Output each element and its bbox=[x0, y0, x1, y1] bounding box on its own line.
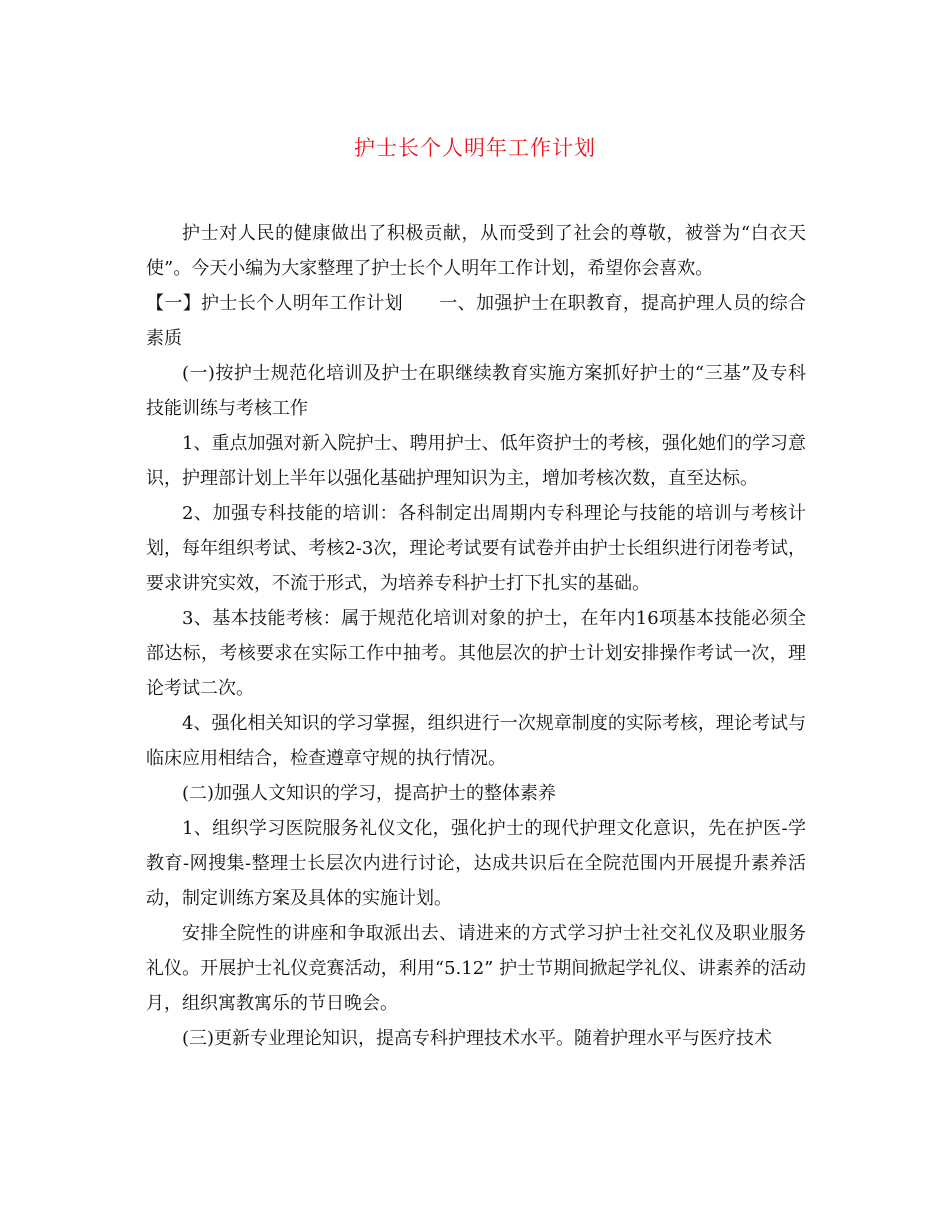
document-title: 护士长个人明年工作计划 bbox=[354, 136, 596, 160]
section-heading-rest: 一、加强护士在职教育，提高护理人员的综合素质 bbox=[146, 293, 807, 349]
paragraph-5: 4、强化相关知识的学习掌握，组织进行一次规章制度的实际考核，理论考试与临床应用相结合，检查遵章守规的执行情况。 bbox=[146, 713, 806, 769]
paragraph-2: 1、重点加强对新入院护士、聘用护士、低年资护士的考核，强化她们的学习意识，护理部计划上半年以强化基础护理知识为主，增加考核次数，直至达标。 bbox=[146, 433, 806, 489]
section-heading: 【一】护士长个人明年工作计划 bbox=[146, 293, 403, 314]
paragraph-6: (二)加强人文知识的学习，提高护士的整体素养 bbox=[182, 783, 557, 804]
section-heading-paragraph bbox=[146, 286, 806, 356]
paragraph-7: 1、组织学习医院服务礼仪文化，强化护士的现代护理文化意识，先在护医-学教育-网搜集-整理士长层次内进行讨论，达成共识后在全院范围内开展提升素养活动，制定训练方案及具体的实施计划。 bbox=[146, 818, 806, 909]
document-body bbox=[146, 216, 806, 1056]
paragraph-8: 安排全院性的讲座和争取派出去、请进来的方式学习护士社交礼仪及职业服务礼仪。开展护士礼仪竞赛活动，利用“5.12” 护士节期间掀起学礼仪、讲素养的活动月，组织寓教寓乐的节日晚会。 bbox=[146, 923, 806, 1014]
paragraph-9: (三)更新专业理论知识，提高专科护理技术水平。随着护理水平与医疗技术 bbox=[182, 1028, 773, 1049]
paragraph-4: 3、基本技能考核：属于规范化培训对象的护士，在年内16项基本技能必须全部达标，考核要求在实际工作中抽考。其他层次的护士计划安排操作考试一次，理论考试二次。 bbox=[146, 608, 806, 699]
intro-paragraph: 护士对人民的健康做出了积极贡献，从而受到了社会的尊敬，被誉为“白衣天使”。今天小编为大家整理了护士长个人明年工作计划，希望你会喜欢。 bbox=[146, 223, 806, 279]
paragraph-1: (一)按护士规范化培训及护士在职继续教育实施方案抓好护士的“三基”及专科技能训练与考核工作 bbox=[146, 363, 806, 419]
paragraph-3: 2、加强专科技能的培训：各科制定出周期内专科理论与技能的培训与考核计划，每年组织考试、考核2-3次，理论考试要有试卷并由护士长组织进行闭卷考试，要求讲究实效，不流于形式，为培养专科护士打下扎实的基础。 bbox=[146, 503, 806, 594]
